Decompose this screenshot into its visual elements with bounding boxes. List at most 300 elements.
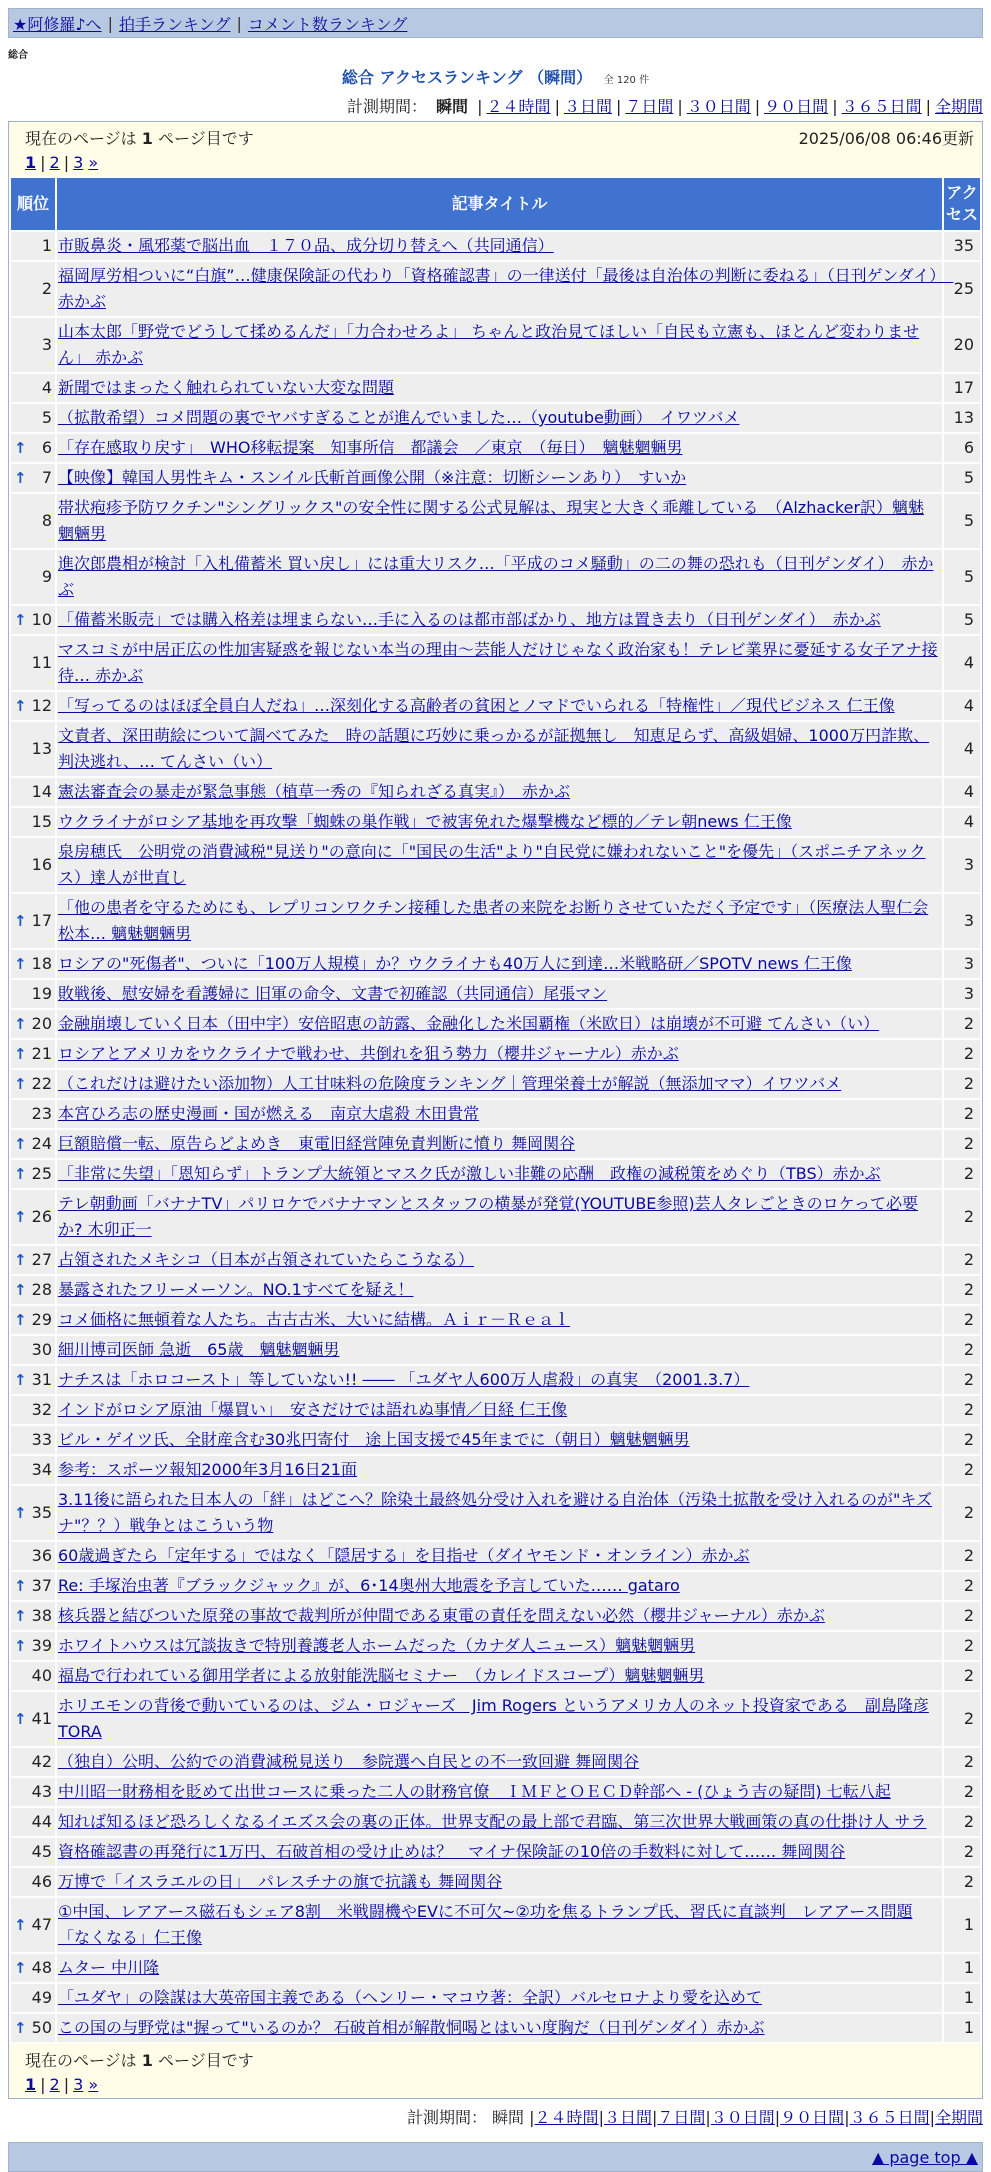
title-cell (57, 808, 942, 836)
rank-cell (11, 1808, 55, 1836)
article-title-link[interactable]: ビル・ゲイツ氏、全財産含む30兆円寄付 途上国支援で45年までに（朝日）魑魅魍魎男 (58, 1430, 690, 1449)
period-separator: | (529, 2108, 535, 2127)
pager-page-link[interactable]: 3 (73, 153, 84, 172)
table-row (11, 1838, 980, 1866)
rank-number: 16 (31, 855, 52, 874)
nav-separator: | (107, 13, 113, 33)
period-link[interactable]: ３日間 (603, 2108, 652, 2127)
rank-number: 37 (31, 1576, 52, 1595)
access-count: 2 (944, 1838, 980, 1866)
article-title-link[interactable]: 万博で「イスラエルの日」 パレスチナの旗で抗議も 舞岡関谷 (58, 1872, 503, 1891)
title-cell (57, 1838, 942, 1866)
rank-number: 48 (31, 1958, 52, 1977)
up-arrow-icon: ↑ (14, 1916, 27, 1934)
rank-cell (11, 692, 55, 720)
access-count: 2 (944, 1160, 980, 1188)
access-count: 2 (944, 1426, 980, 1454)
clap-ranking-link[interactable]: 拍手ランキング (118, 14, 231, 34)
period-link[interactable]: ２４時間 (486, 97, 551, 116)
table-row (11, 1778, 980, 1806)
rank-number: 26 (31, 1207, 52, 1226)
period-link[interactable]: ７日間 (657, 2108, 706, 2127)
period-link[interactable]: ７日間 (625, 97, 674, 116)
period-link[interactable]: ３０日間 (710, 2108, 775, 2127)
article-title-link[interactable]: 憲法審査会の暴走が緊急事態（植草一秀の『知られざる真実』） 赤かぶ (58, 782, 571, 801)
title-cell (57, 1100, 942, 1128)
rank-cell (11, 1306, 55, 1334)
pager-next-link[interactable]: » (88, 2075, 99, 2094)
access-count: 5 (944, 606, 980, 634)
rank-number: 44 (31, 1812, 52, 1831)
rank-cell (11, 1898, 55, 1952)
rank-cell (11, 1366, 55, 1394)
access-count: 2 (944, 1778, 980, 1806)
rank-number: 31 (31, 1370, 52, 1389)
pager-bottom (9, 2073, 982, 2098)
article-title-link[interactable]: 「備蓄米販売」では購入格差は埋まらない…手に入るのは都市部ばかり、地方は置き去り（日刊ゲンダイ） 赤かぶ (58, 610, 881, 629)
title-cell (57, 1984, 942, 2012)
title-cell (57, 1808, 942, 1836)
title-cell (57, 550, 942, 604)
access-count: 2 (944, 1070, 980, 1098)
title-cell (57, 1778, 942, 1806)
updated-timestamp: 2025/06/08 06:46更新 (798, 129, 974, 148)
col-access-header: アクセス (944, 178, 980, 230)
rank-number: 27 (31, 1250, 52, 1269)
access-count: 1 (944, 1898, 980, 1952)
table-row (11, 1868, 980, 1896)
title-cell (57, 722, 942, 776)
access-count: 1 (944, 1984, 980, 2012)
up-arrow-icon: ↑ (14, 1637, 27, 1655)
rank-cell (11, 808, 55, 836)
rank-cell (11, 550, 55, 604)
pager-separator: | (40, 153, 46, 172)
article-title-link[interactable]: ①中国、レアアース磁石もシェア8割 米戦闘機やEVに不可欠~②功を焦るトランプ氏、習氏に直談判 レアアース問題「なくなる」仁王像 (58, 1902, 913, 1947)
article-title-link[interactable]: コメ価格に無頓着な人たち。古古古米、大いに結構。Ａｉｒ－Ｒｅａｌ (58, 1310, 571, 1329)
article-title-link[interactable]: 敗戦後、慰安婦を看護婦に 旧軍の命令、文書で初確認（共同通信）尾張マン (58, 984, 608, 1003)
rank-number: 38 (31, 1606, 52, 1625)
table-row (11, 1692, 980, 1746)
title-cell (57, 232, 942, 260)
up-arrow-icon: ↑ (14, 1311, 27, 1329)
rank-cell (11, 838, 55, 892)
title-cell (57, 1456, 942, 1484)
pager-page-link[interactable]: 2 (49, 2075, 60, 2094)
period-link[interactable]: ２４時間 (534, 2108, 599, 2127)
rank-number: 17 (31, 911, 52, 930)
rank-number: 36 (31, 1546, 52, 1565)
up-arrow-icon: ↑ (14, 912, 27, 930)
table-row (11, 692, 980, 720)
rank-number: 49 (31, 1988, 52, 2007)
rank-number: 20 (31, 1014, 52, 1033)
page-info-bottom (9, 2044, 982, 2073)
access-count: 13 (944, 404, 980, 432)
access-count: 25 (944, 262, 980, 316)
rank-cell (11, 1160, 55, 1188)
rank-cell (11, 606, 55, 634)
table-row (11, 1276, 980, 1304)
article-title-link[interactable]: 帯状疱疹予防ワクチン"シングリックス"の安全性に関する公式見解は、現実と大きく乖離している （Alzhacker訳）魑魅魍魎男 (58, 498, 925, 543)
title-cell (57, 1396, 942, 1424)
rank-cell (11, 464, 55, 492)
article-title-link[interactable]: 山本太郎「野党でどうして揉めるんだ」「力合わせろよ」 ちゃんと政治見てほしい「自民も立憲も、ほとんど変わりません」 赤かぶ (58, 322, 920, 367)
rank-cell (11, 1602, 55, 1630)
rank-cell (11, 1040, 55, 1068)
rank-cell (11, 1868, 55, 1896)
rank-number: 33 (31, 1430, 52, 1449)
period-separator: | (477, 97, 483, 116)
up-arrow-icon: ↑ (14, 1075, 27, 1093)
article-title-link[interactable]: 参考：スポーツ報知2000年3月16日21面 (58, 1460, 357, 1479)
rank-number: 11 (31, 653, 52, 672)
article-title-link[interactable]: 3.11後に語られた日本人の「絆」はどこへ？除染土最終処分受け入れを避ける自治体（汚染土拡散を受け入れるのが"キズナ"？？）戦争とはこういう物 (58, 1490, 933, 1535)
rank-cell (11, 1632, 55, 1660)
title-cell (57, 1692, 942, 1746)
rank-cell (11, 1984, 55, 2012)
up-arrow-icon: ↑ (14, 1710, 27, 1728)
pager-separator: | (63, 153, 70, 172)
article-title-link[interactable]: ウクライナがロシア基地を再攻撃「蜘蛛の巣作戦」で被害免れた爆撃機など標的／テレ朝news 仁王像 (58, 812, 792, 831)
access-count: 2 (944, 1246, 980, 1274)
article-title-link[interactable]: 資格確認書の再発行に1万円、石破首相の受け止めは？ マイナ保険証の10倍の手数料に対して…… 舞岡関谷 (58, 1842, 846, 1861)
table-row (11, 808, 980, 836)
rank-number: 18 (31, 954, 52, 973)
rank-cell (11, 1396, 55, 1424)
rank-cell (11, 2014, 55, 2042)
period-selector-bottom (8, 2105, 983, 2128)
table-row (11, 1366, 980, 1394)
access-count: 2 (944, 1040, 980, 1068)
period-label: 計測期間： (406, 2108, 487, 2127)
rank-number: 7 (41, 468, 52, 487)
title-cell (57, 950, 942, 978)
access-count: 1 (944, 1954, 980, 1982)
title-cell (57, 1366, 942, 1394)
table-row (11, 2014, 980, 2042)
access-count: 2 (944, 1100, 980, 1128)
period-links (473, 97, 983, 116)
access-count: 2 (944, 1572, 980, 1600)
article-title-link[interactable]: 文責者、深田萌絵について調べてみた 時の話題に巧妙に乗っかるが証拠無し 知恵足らず、高級娼婦、1000万円詐欺、判決逃れ、… てんさい（い） (58, 726, 930, 771)
period-separator: | (705, 2108, 711, 2127)
period-separator: | (754, 97, 761, 116)
rank-cell (11, 232, 55, 260)
period-link[interactable]: ９０日間 (780, 2108, 845, 2127)
up-arrow-icon: ↑ (14, 1165, 27, 1183)
table-row (11, 1662, 980, 1690)
rank-number: 19 (31, 984, 52, 1003)
table-row (11, 1808, 980, 1836)
rank-cell (11, 722, 55, 776)
article-title-link[interactable]: テレ朝動画「バナナTV」パリロケでバナナマンとスタッフの横暴が発覚(YOUTUBE参照)芸人タレごときのロケって必要か? 木卯正一 (58, 1194, 919, 1239)
access-count: 3 (944, 838, 980, 892)
access-count: 5 (944, 550, 980, 604)
rank-cell (11, 1010, 55, 1038)
up-arrow-icon: ↑ (14, 611, 27, 629)
comment-ranking-link[interactable]: コメント数ランキング (247, 14, 408, 34)
rank-number: 40 (31, 1666, 52, 1685)
period-link[interactable]: ３０日間 (686, 97, 751, 116)
rank-number: 2 (41, 279, 52, 298)
access-count: 3 (944, 980, 980, 1008)
article-title-link[interactable]: ムター 中川隆 (58, 1958, 160, 1977)
rank-number: 8 (41, 511, 52, 530)
rank-number: 42 (31, 1752, 52, 1771)
period-link[interactable]: ３６５日間 (849, 2108, 930, 2127)
table-row (11, 1070, 980, 1098)
title-cell (57, 838, 942, 892)
title-cell (57, 894, 942, 948)
access-count: 2 (944, 1396, 980, 1424)
period-link[interactable]: ９０日間 (764, 97, 829, 116)
title-cell (57, 1748, 942, 1776)
table-row (11, 1748, 980, 1776)
table-row (11, 464, 980, 492)
article-title-link[interactable]: 「他の患者を守るためにも、レプリコンワクチン接種した患者の来院をお断りさせていただく予定です」（医療法人聖仁会松本… 魑魅魍魎男 (58, 898, 929, 943)
title-cell (57, 1040, 942, 1068)
title-cell (57, 1898, 942, 1952)
table-row (11, 550, 980, 604)
title-cell (57, 1010, 942, 1038)
article-title-link[interactable]: ホワイトハウスは冗談抜きで特別養護老人ホームだった（カナダ人ニュース）魑魅魍魎男 (58, 1636, 696, 1655)
article-title-link[interactable]: 福島で行われている御用学者による放射能洗脳セミナー （カレイドスコープ）魑魅魍魎男 (58, 1666, 705, 1685)
rank-cell (11, 1070, 55, 1098)
rank-cell (11, 1692, 55, 1746)
table-row (11, 1602, 980, 1630)
rank-cell (11, 318, 55, 372)
article-title-link[interactable]: 暴露されたフリーメーソン。NO.1すべてを疑え！ (58, 1280, 414, 1299)
rank-number: 47 (31, 1915, 52, 1934)
table-row (11, 722, 980, 776)
access-count: 2 (944, 1486, 980, 1540)
article-title-link[interactable]: 中川昭一財務相を貶めて出世コースに乗った二人の財務官僚 ＩＭＦとＯＥＣＤ幹部へ - (ひょう吉の疑問) 七転八起 (58, 1782, 891, 1801)
article-title-link[interactable]: ホリエモンの背後で動いているのは、ジム・ロジャーズ Jim Rogers というアメリカ人のネット投資家である 副島隆彦 TORA (58, 1696, 929, 1741)
access-count: 20 (944, 318, 980, 372)
home-link[interactable]: ★阿修羅♪へ (13, 14, 102, 34)
access-count: 2 (944, 1748, 980, 1776)
up-arrow-icon: ↑ (14, 469, 27, 487)
article-title-link[interactable]: 核兵器と結びついた原発の事故で裁判所が仲間である東電の責任を問えない必然（櫻井ジャーナル）赤かぶ (58, 1606, 825, 1625)
period-current: 瞬間 (492, 2108, 525, 2127)
period-separator: | (929, 2108, 935, 2127)
up-arrow-icon: ↑ (14, 1959, 27, 1977)
article-title-link[interactable]: 金融崩壊していく日本（田中宇）安倍昭恵の訪露、金融化した米国覇権（米欧日）は崩壊が不可避 てんさい（い） (58, 1014, 880, 1033)
up-arrow-icon: ↑ (14, 697, 27, 715)
access-count: 2 (944, 1276, 980, 1304)
ranking-panel (8, 121, 983, 2099)
pager-page-link[interactable]: 3 (73, 2075, 84, 2094)
ranking-table-body (11, 232, 980, 2042)
title-cell (57, 464, 942, 492)
rank-cell (11, 1748, 55, 1776)
access-count: 2 (944, 1542, 980, 1570)
page-status-number: 1 (141, 2051, 153, 2070)
rank-cell (11, 1100, 55, 1128)
table-row (11, 1632, 980, 1660)
rank-number: 6 (41, 438, 52, 457)
rank-cell (11, 1778, 55, 1806)
table-row (11, 318, 980, 372)
period-link[interactable]: 全期間 (934, 2108, 983, 2127)
col-title-header: 記事タイトル (57, 178, 942, 230)
up-arrow-icon: ↑ (14, 1281, 27, 1299)
rank-number: 39 (31, 1636, 52, 1655)
access-count: 2 (944, 1632, 980, 1660)
rank-cell (11, 1276, 55, 1304)
nav-separator: | (236, 13, 242, 33)
table-row (11, 494, 980, 548)
article-title-link[interactable]: 【映像】韓国人男性キム・スンイル氏斬首画像公開（※注意：切断シーンあり） すいか (58, 468, 687, 487)
period-separator: | (774, 2108, 781, 2127)
table-row (11, 374, 980, 402)
rank-cell (11, 494, 55, 548)
access-count: 35 (944, 232, 980, 260)
page-status-suffix: ページ目です (158, 129, 254, 148)
pager-current-page[interactable]: 1 (25, 2075, 37, 2094)
pager-current-page[interactable]: 1 (25, 153, 37, 172)
page-info-top (9, 122, 982, 151)
rank-number: 46 (31, 1872, 52, 1891)
article-title-link[interactable]: 福岡厚労相ついに“白旗”…健康保険証の代わり「資格確認書」の一律送付「最後は自治体の判断に委ねる」（日刊ゲンダイ） 赤かぶ (58, 266, 954, 311)
article-title-link[interactable]: 新聞ではまったく触れられていない大変な問題 (58, 378, 395, 397)
rank-number: 43 (31, 1782, 52, 1801)
period-separator: | (554, 97, 560, 116)
article-title-link[interactable]: 進次郎農相が検討「入札備蓄米 買い戻し」には重大リスク…「平成のコメ騒動」の二の舞の恐れも（日刊ゲンダイ） 赤かぶ (58, 554, 934, 599)
article-title-link[interactable]: 知れば知るほど恐ろしくなるイエズス会の裏の正体。世界支配の最上部で君臨、第三次世界大戦画策の真の仕掛け人 サラ (58, 1812, 927, 1831)
period-label: 計測期間： (346, 97, 427, 116)
pager-top (9, 151, 982, 176)
rank-cell (11, 1572, 55, 1600)
up-arrow-icon: ↑ (14, 1607, 27, 1625)
title-cell (57, 636, 942, 690)
access-count: 2 (944, 1456, 980, 1484)
title-cell (57, 1542, 942, 1570)
page-status-prefix: 現在のページは (25, 129, 137, 148)
up-arrow-icon: ↑ (14, 955, 27, 973)
rank-number: 41 (31, 1709, 52, 1728)
rank-cell (11, 1426, 55, 1454)
access-count: 2 (944, 1306, 980, 1334)
table-row (11, 778, 980, 806)
table-row (11, 1486, 980, 1540)
article-title-link[interactable]: ロシアとアメリカをウクライナで戦わせ、共倒れを狙う勢力（櫻井ジャーナル）赤かぶ (58, 1044, 679, 1063)
table-row (11, 1456, 980, 1484)
article-title-link[interactable]: インドがロシア原油「爆買い」 安さだけでは語れぬ事情／日経 仁王像 (58, 1400, 568, 1419)
article-title-link[interactable]: 市販鼻炎・風邪薬で脳出血 １７０品、成分切り替えへ（共同通信） (58, 236, 554, 255)
table-row (11, 262, 980, 316)
up-arrow-icon: ↑ (14, 1015, 27, 1033)
article-title-link[interactable]: 泉房穂氏 公明党の消費減税"見送り"の意向に「"国民の生活"より"自民党に嫌われないこと"を優先」（スポニチアネックス）達人が世直し (58, 842, 926, 887)
article-title-link[interactable]: 「存在感取り戻す」 WHO移転提案 知事所信 都議会 ／東京 （毎日） 魑魅魍魎男 (58, 438, 683, 457)
article-title-link[interactable]: ナチスは「ホロコースト」等していない!! ―― 「ユダヤ人600万人虐殺」の真実 （2001.3.7） (58, 1370, 750, 1389)
up-arrow-icon: ↑ (14, 1045, 27, 1063)
rank-number: 14 (31, 782, 52, 801)
table-row (11, 1010, 980, 1038)
up-arrow-icon: ↑ (14, 439, 27, 457)
access-count: 2 (944, 1130, 980, 1158)
article-title-link[interactable]: この国の与野党は"握って"いるのか？ 石破首相が解散恫喝とはいい度胸だ（日刊ゲンダイ）赤かぶ (58, 2018, 765, 2037)
period-separator: | (598, 2108, 604, 2127)
article-title-link[interactable]: 「ユダヤ」の陰謀は大英帝国主義である（ヘンリー・マコウ著：全訳）バルセロナより愛を込めて (58, 1988, 763, 2007)
article-title-link[interactable]: ロシアの"死傷者"、ついに「100万人規模」か？ウクライナも40万人に到達…米戦略研／SPOTV news 仁王像 (58, 954, 852, 973)
article-title-link[interactable]: Re: 手塚治虫著『ブラックジャック』が、6･14奥州大地震を予言していた…… gataro (58, 1576, 680, 1595)
rank-number: 15 (31, 812, 52, 831)
table-row (11, 1246, 980, 1274)
up-arrow-icon: ↑ (14, 1208, 27, 1226)
pager-page-link[interactable]: 2 (49, 153, 60, 172)
rank-cell (11, 1130, 55, 1158)
title-cell (57, 1602, 942, 1630)
table-row (11, 1100, 980, 1128)
period-separator: | (925, 97, 931, 116)
access-count: 2 (944, 1366, 980, 1394)
page-top-link[interactable]: ▲ page top ▲ (871, 2147, 978, 2167)
access-count: 17 (944, 374, 980, 402)
title-cell (57, 606, 942, 634)
title-cell (57, 404, 942, 432)
table-row (11, 894, 980, 948)
access-count: 2 (944, 1602, 980, 1630)
article-title-link[interactable]: マスコミが中居正広の性加害疑惑を報じない本当の理由～芸能人だけじゃなく政治家も！テレビ業界に憂延する女子アナ接待… 赤かぶ (58, 640, 938, 685)
page-status-suffix: ページ目です (158, 2051, 254, 2070)
title-cell (57, 1276, 942, 1304)
title-cell (57, 1306, 942, 1334)
article-title-link[interactable]: （拡散希望）コメ問題の裏でヤバすぎることが進んでいました…（youtube動画） イワツバメ (58, 408, 740, 427)
article-title-link[interactable]: （これだけは避けたい添加物）人工甘味料の危険度ランキング｜管理栄養士が解説（無添加ママ）イワツバメ (58, 1074, 842, 1093)
article-title-link[interactable]: 60歳過ぎたら「定年する」ではなく「隠居する」を目指せ（ダイヤモンド・オンライン）赤かぶ (58, 1546, 750, 1565)
access-count: 5 (944, 494, 980, 548)
access-count: 3 (944, 894, 980, 948)
rank-cell (11, 778, 55, 806)
table-row (11, 404, 980, 432)
access-count: 5 (944, 464, 980, 492)
page-status (25, 126, 254, 149)
period-link[interactable]: ３６５日間 (841, 97, 922, 116)
rank-cell (11, 434, 55, 462)
pager-separator: | (63, 2075, 70, 2094)
article-title-link[interactable]: 「写ってるのはほぼ全員白人だね」…深刻化する高齢者の貧困とノマドでいられる「特権性」／現代ビジネス 仁王像 (58, 696, 895, 715)
table-row (11, 1984, 980, 2012)
access-count: 2 (944, 1868, 980, 1896)
article-title-link[interactable]: （独自）公明、公約での消費減税見送り 参院選へ自民との不一致回避 舞岡関谷 (58, 1752, 640, 1771)
access-count: 2 (944, 1190, 980, 1244)
article-title-link[interactable]: 占領されたメキシコ（日本が占領されていたらこうなる） (58, 1250, 474, 1269)
access-count: 1 (944, 2014, 980, 2042)
period-link[interactable]: ３日間 (563, 97, 612, 116)
rank-cell (11, 1190, 55, 1244)
period-separator: | (844, 2108, 850, 2127)
period-link[interactable]: 全期間 (934, 97, 983, 116)
period-selector-top (8, 94, 983, 117)
title-cell (57, 1130, 942, 1158)
access-count: 2 (944, 1808, 980, 1836)
bottom-bar (8, 2142, 983, 2172)
title-cell (57, 262, 954, 316)
table-row (11, 232, 980, 260)
period-separator: | (615, 97, 622, 116)
table-row (11, 1572, 980, 1600)
article-title-link[interactable]: 巨額賠償一転、原告らどよめき 東電旧経営陣免責判断に憤り 舞岡関谷 (58, 1134, 576, 1153)
article-title-link[interactable]: 本宮ひろ志の歴史漫画・国が燃える 南京大虐殺 木田貴常 (58, 1104, 480, 1123)
table-row (11, 838, 980, 892)
table-header-row (11, 178, 980, 230)
pager-next-link[interactable]: » (88, 153, 99, 172)
article-title-link[interactable]: 「非常に失望」「恩知らず」トランプ大統領とマスク氏が激しい非難の応酬 政権の減税策をめぐり（TBS）赤かぶ (58, 1164, 881, 1183)
article-title-link[interactable]: 細川博司医師 急逝 65歳 魑魅魍魎男 (58, 1340, 340, 1359)
access-count: 4 (944, 778, 980, 806)
